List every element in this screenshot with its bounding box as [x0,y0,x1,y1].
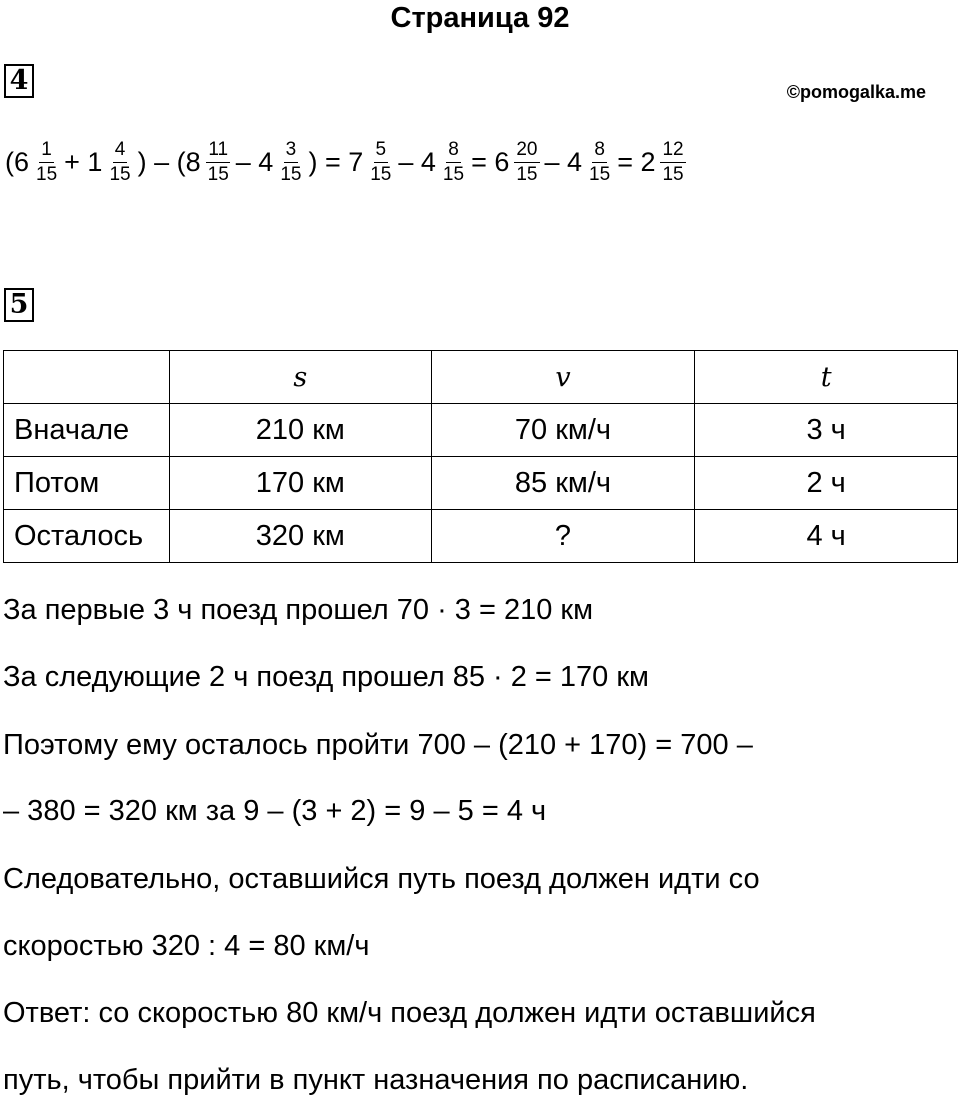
fraction-numerator: 12 [660,138,685,163]
fraction-numerator: 8 [446,138,461,163]
task-4-number: 4 [4,64,34,98]
equation-fraction [34,138,59,187]
table-cell-distance: 210 км [169,404,431,457]
table-row [4,510,958,563]
equation-symbol: + 1 [64,146,103,177]
equation-fraction [660,138,685,187]
page-title: Страница 92 [390,2,570,34]
equation-symbol: – 4 [235,146,274,177]
task-4-equation [2,130,688,194]
table-row-label: Вначале [4,404,170,457]
table-row [4,457,958,510]
fraction-numerator: 3 [284,138,299,163]
table-row [4,404,958,457]
fraction-numerator: 4 [113,138,128,163]
answer-line: путь, чтобы прийти в пункт назначения по расписанию. [3,1064,749,1096]
equation-symbol: = 2 [617,146,656,177]
table-cell-time: 3 ч [695,404,958,457]
fraction-denominator: 15 [370,163,392,185]
equation-fraction [368,138,393,187]
table-header-row [4,351,958,404]
answer-line: Ответ: со скоростью 80 км/ч поезд должен идти оставшийся [3,997,816,1029]
fraction-denominator: 15 [36,163,58,185]
motion-table [3,350,958,563]
table-cell-distance: 170 км [169,457,431,510]
table-row-label: Потом [4,457,170,510]
fraction-numerator: 11 [206,138,230,163]
equation-fraction [587,138,612,187]
table-cell-time: 4 ч [695,510,958,563]
table-cell-speed: ? [431,510,695,563]
fraction-denominator: 15 [442,163,465,185]
fraction-denominator: 15 [109,163,131,185]
solution-line: – 380 = 320 км за 9 – (3 + 2) = 9 – 5 = 4 ч [3,795,547,827]
solution-line: За первые 3 ч поезд прошел 70 · 3 = 210 км [3,594,594,626]
equation-symbol: (6 [5,146,30,177]
table-cell-time: 2 ч [695,457,958,510]
table-cell-speed: 85 км/ч [431,457,695,510]
table-cell-speed: 70 км/ч [431,404,695,457]
equation-fraction [514,138,539,187]
fraction-numerator: 8 [592,138,607,163]
equation-symbol: ) = 7 [308,146,364,177]
equation-fraction [206,138,231,187]
task-5-number: 5 [4,288,34,322]
table-header-time: t [695,351,958,404]
solution-line: За следующие 2 ч поезд прошел 85 · 2 = 170 км [3,661,649,693]
solution-line: Следовательно, оставшийся путь поезд должен идти со [3,863,760,895]
equation-fraction [278,138,303,187]
table-header-speed: v [431,351,695,404]
solution-line: Поэтому ему осталось пройти 700 – (210 + 170) = 700 – [3,729,753,761]
table-header-cell-empty [4,351,170,404]
fraction-numerator: 20 [514,138,539,163]
equation-fraction [441,138,466,187]
fraction-denominator: 15 [662,163,684,185]
fraction-numerator: 1 [39,138,54,163]
table-row-label: Осталось [4,510,170,563]
fraction-denominator: 15 [207,163,229,185]
equation-symbol: – 4 [544,146,583,177]
fraction-denominator: 15 [516,163,538,185]
equation-fraction [107,138,132,187]
fraction-denominator: 15 [589,163,611,185]
table-cell-distance: 320 км [169,510,431,563]
equation-symbol: ) – (8 [137,146,201,177]
fraction-numerator: 5 [374,138,389,163]
table-header-distance: s [169,351,431,404]
solution-line: скоростью 320 : 4 = 80 км/ч [3,930,370,962]
equation-symbol: – 4 [398,146,436,177]
watermark: ©pomogalka.me [786,82,926,102]
fraction-denominator: 15 [280,163,302,185]
equation-symbol: = 6 [471,146,510,177]
